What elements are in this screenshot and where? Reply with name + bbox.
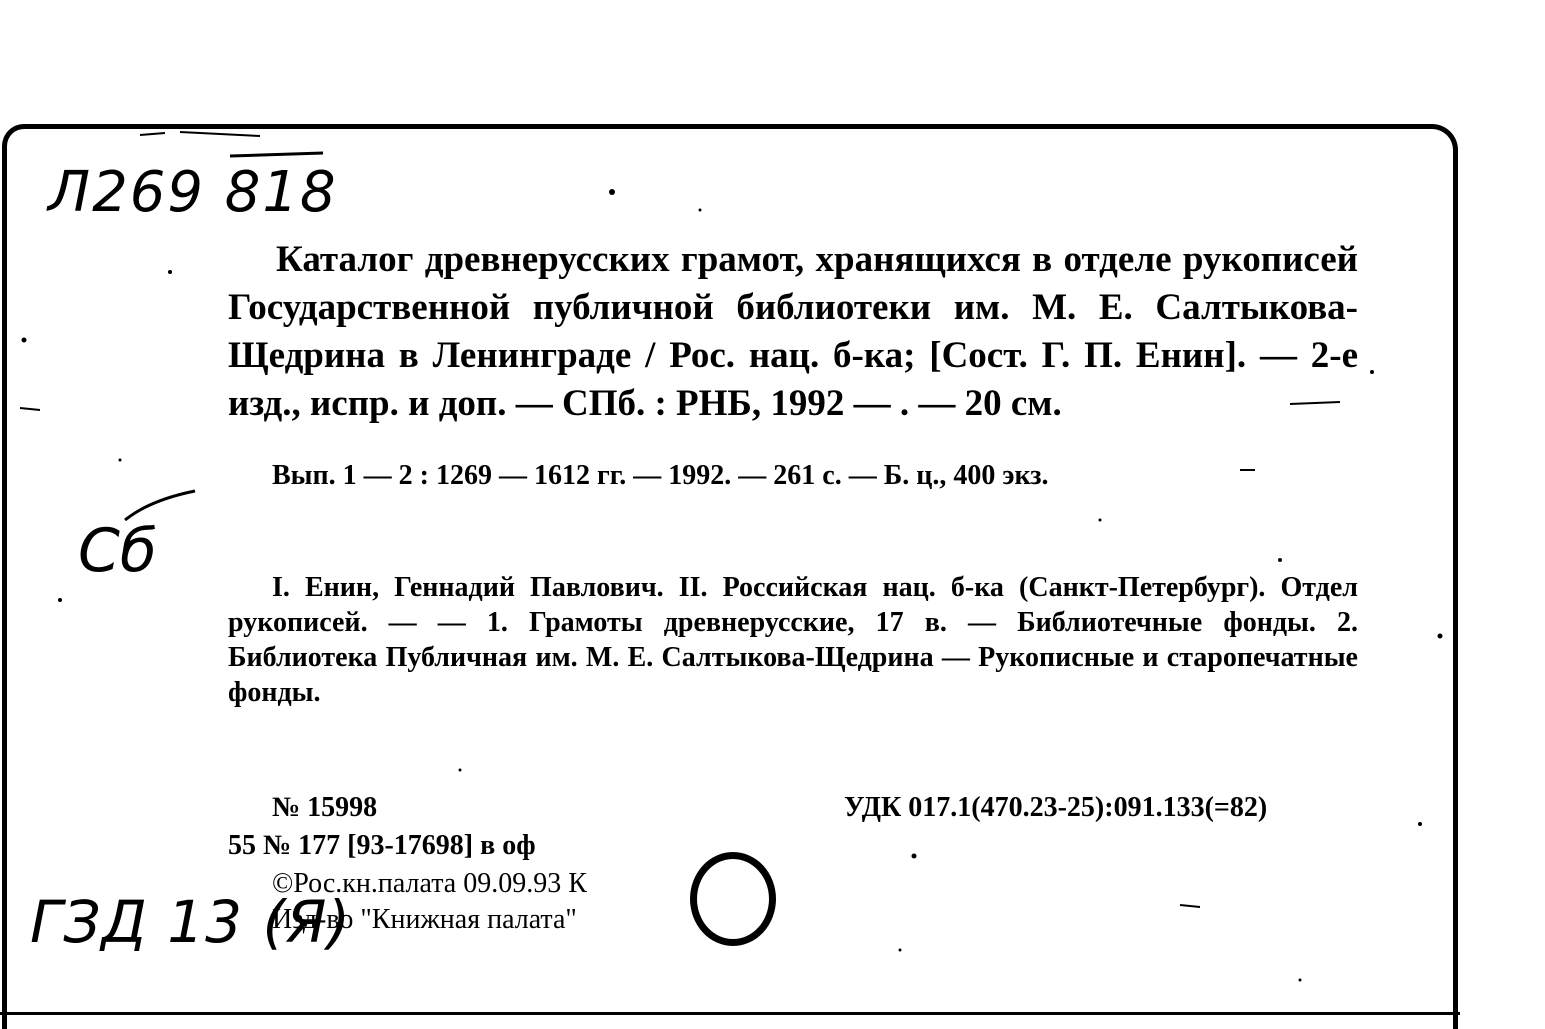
subjects-text: I. Енин, Геннадий Павлович. II. Российская нац. б-ка (Санкт-Петербург). Отдел рукописей. — — 1. Грамоты древнерусские, 17 в. — Библиотечные фонды. 2. Библиотека Публичная им. М. Е. Салтыкова-Щедрина — Рукописные и старопечатные фонды.: [228, 572, 1358, 708]
volume-block: [228, 458, 1358, 493]
bibliographic-description: [228, 236, 1358, 428]
punch-hole-circle: [690, 852, 776, 946]
shelf-mark-overline: [225, 150, 325, 160]
subject-headings: [228, 570, 1358, 710]
udk-code: УДК 017.1(470.23-25):091.133(=82): [844, 792, 1268, 823]
main-text: Каталог древнерусских грамот, хранящихся в отделе рукописей Государственной публичной библиотеки им. М. Е. Салтыкова-Щедрина в Ленинграде / Рос. нац. б-ка; [Сост. Г. П. Енин]. — 2-е изд., испр. и доп. — СПб. : РНБ, 1992 — . — 20 см.: [228, 239, 1358, 424]
marginal-note-stroke: [120, 485, 200, 525]
handwritten-bottom-code: ГЗД 13 (Я): [30, 888, 352, 956]
copyright-line: ©Рос.кн.палата 09.09.93 К: [272, 868, 587, 899]
handwritten-shelf-mark: Л269 818: [48, 160, 338, 225]
publisher-line: Изд-во "Книжная палата": [272, 904, 577, 935]
volume-line: Вып. 1 — 2 : 1269 — 1612 гг. — 1992. — 261 с. — Б. ц., 400 экз.: [272, 460, 1049, 491]
card-number: № 15998: [272, 792, 378, 823]
register-line: 55 № 177 [93-17698] в оф: [228, 830, 536, 861]
handwritten-marginal-note: Сб: [78, 516, 157, 586]
